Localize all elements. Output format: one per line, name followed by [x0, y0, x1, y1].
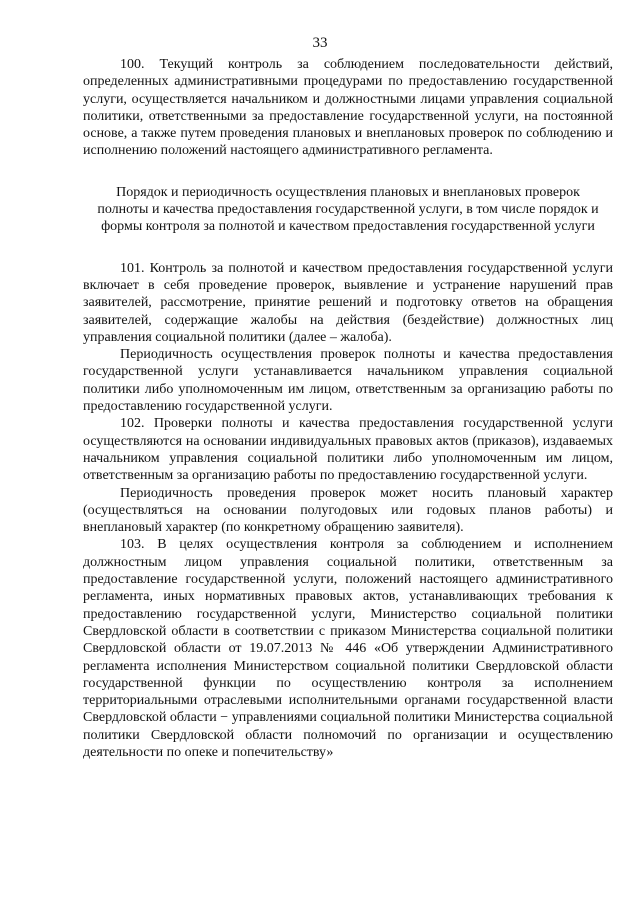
paragraph-102: 102. Проверки полноты и качества предоставления государственной услуги осуществляются на основании индивидуальных правовых актов (приказов), издаваемых начальником управления социальной политики либо уполномоченным им лицом, ответственным за организацию работы по предоставлению государственной услуги.: [83, 416, 613, 484]
paragraph-101: 101. Контроль за полнотой и качеством предоставления государственной услуги включает в себя проведение проверок, выявление и устранение нарушений прав заявителей, рассмотрение, принятие решений и подготовку ответов на обращения заявителей, содержащие жалобы на действия (бездействие) должностных лиц управления социальной политики (далее – жалоба).: [83, 260, 613, 345]
page-number: 33: [312, 35, 328, 51]
section-heading: Порядок и периодичность осуществления плановых и внеплановых проверок полноты и качества предоставления государственной услуги, в том числе порядок и формы контроля за полнотой и качеством предоставления государственной услуги: [97, 184, 599, 235]
paragraph-101-periodicity: Периодичность осуществления проверок полноты и качества предоставления государственной услуги устанавливается начальником управления социальной политики либо уполномоченным им лицом, ответственным за организацию работы по предоставлению государственной услуги.: [83, 347, 613, 415]
paragraph-102-periodicity: Периодичность проведения проверок может носить плановый характер (осуществляться на основании полугодовых или годовых планов работы) и внеплановый характер (по конкретному обращению заявителя).: [83, 485, 613, 536]
paragraph-103: 103. В целях осуществления контроля за соблюдением и исполнением должностным лицом управления социальной политики, ответственным за предоставление государственной услуги, положений настоящего административного регламента, иных нормативных правовых актов, устанавливающих требования к предоставлению государственной услуги, Министерство социальной политики Свердловской области в соответствии с приказом Министерства социальной политики Свердловской области от 19.07.2013 № 446 «Об утверждении Административного регламента исполнения Министерством социальной политики Свердловской области государственной функции по осуществлению контроля за исполнением территориальными отраслевыми исполнительными органами государственной власти Свердловской области − управлениями социальной политики Министерства социальной политики Свердловской области полномочий по организации и осуществлению деятельности по опеке и попечительству»: [83, 537, 613, 760]
document-body: [83, 56, 613, 761]
paragraph-100: 100. Текущий контроль за соблюдением последовательности действий, определенных административными процедурами по предоставлению государственной услуги, осуществляется начальником и должностными лицами управления социальной политики, ответственными за предоставление государственной услуги, на постоянной основе, а также путем проведения плановых и внеплановых проверок по соблюдению и исполнению положений настоящего административного регламента.: [83, 57, 613, 159]
